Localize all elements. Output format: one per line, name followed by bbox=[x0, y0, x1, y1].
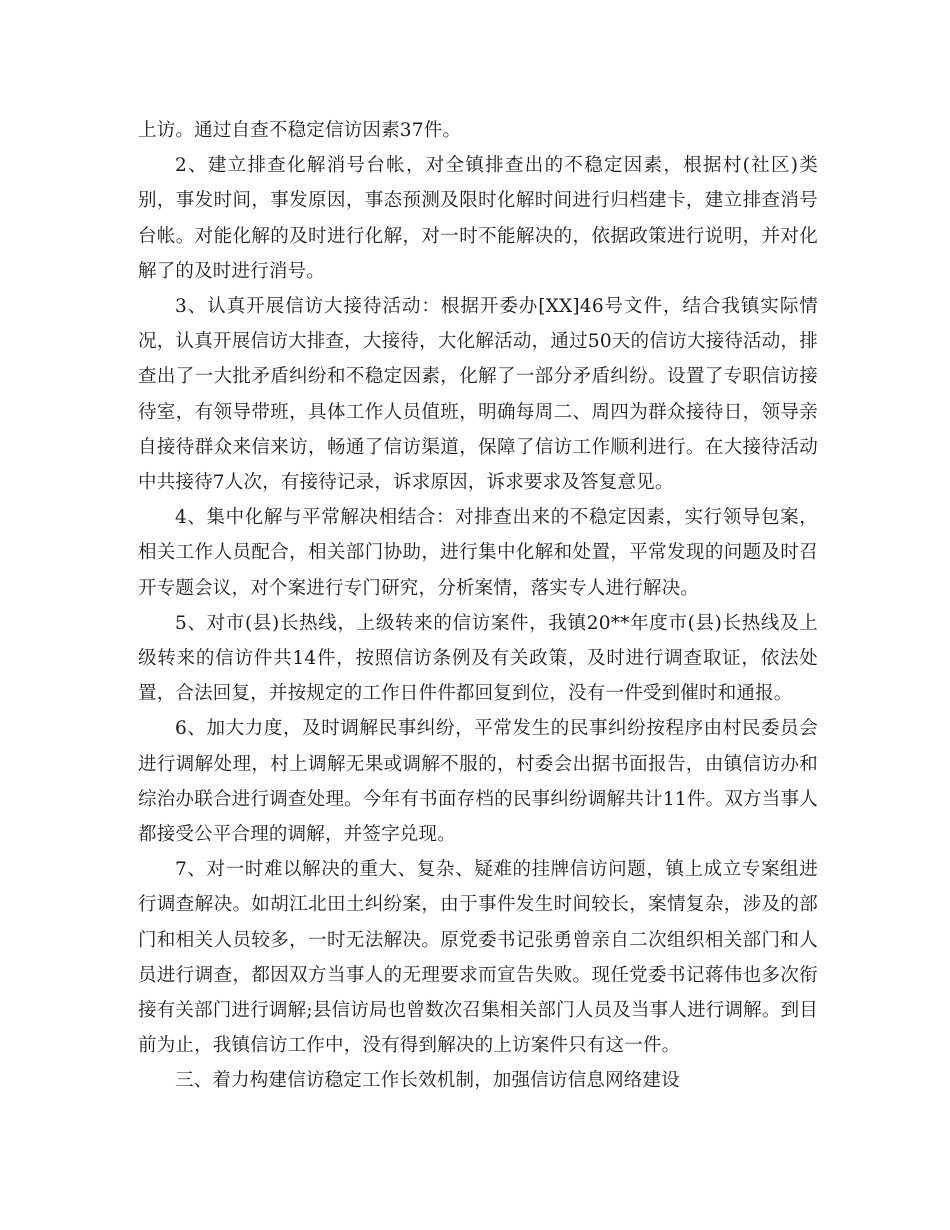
paragraph-continuation: 上访。通过自查不稳定信访因素37件。 bbox=[138, 120, 462, 141]
paragraph-item-2: 2、建立排查化解消号台帐，对全镇排查出的不稳定因素，根据村(社区)类别，事发时间，事发原因，事态预测及限时化解时间进行归档建卡，建立排查消号台帐。对能化解的及时进行化解，对一时不能解决的，依据政策进行说明，并对化解了的及时进行消号。 bbox=[138, 155, 818, 282]
paragraph-item-5: 5、对市(县)长热线，上级转来的信访案件，我镇20**年度市(县)长热线及上级转来的信访件共14件，按照信访条例及有关政策，及时进行调查取证，依法处置，合法回复，并按规定的工作日件件都回复到位，没有一件受到催时和通报。 bbox=[138, 612, 818, 705]
paragraph-item-4: 4、集中化解与平常解决相结合：对排查出来的不稳定因素，实行领导包案，相关工作人员配合，相关部门协助，进行集中化解和处置，平常发现的问题及时召开专题会议，对个案进行专门研究，分析案情，落实专人进行解决。 bbox=[138, 507, 818, 599]
document-body bbox=[138, 113, 818, 1099]
section-heading-3: 三、着力构建信访稳定工作长效机制，加强信访信息网络建设 bbox=[175, 1070, 680, 1092]
paragraph-item-6: 6、加大力度，及时调解民事纠纷，平常发生的民事纠纷按程序由村民委员会进行调解处理，村上调解无果或调解不服的，村委会出据书面报告，由镇信访办和综治办联合进行调查处理。今年有书面存档的民事纠纷调解共计11件。双方当事人都接受公平合理的调解，并签字兑现。 bbox=[138, 718, 818, 846]
paragraph-item-7: 7、对一时难以解决的重大、复杂、疑难的挂牌信访问题，镇上成立专案组进行调查解决。如胡江北田土纠纷案，由于事件发生时间较长，案情复杂，涉及的部门和相关人员较多，一时无法解决。原党委书记张勇曾亲自二次组织相关部门和人员进行调查，都因双方当事人的无理要求而宣告失败。现任党委书记蒋伟也多次衔接有关部门进行调解;县信访局也曾数次召集相关部门人员及当事人进行调解。到目前为止，我镇信访工作中，没有得到解决的上访案件只有这一件。 bbox=[138, 859, 818, 1057]
paragraph-item-3: 3、认真开展信访大接待活动：根据开委办[XX]46号文件，结合我镇实际情况，认真开展信访大排查，大接待，大化解活动，通过50天的信访大接待活动，排查出了一大批矛盾纠纷和不稳定因素，化解了一部分矛盾纠纷。设置了专职信访接待室，有领导带班，具体工作人员值班，明确每周二、周四为群众接待日，领导亲自接待群众来信来访，畅通了信访渠道，保障了信访工作顺利进行。在大接待活动中共接待7人次，有接待记录，诉求原因，诉求要求及答复意见。 bbox=[138, 296, 818, 494]
